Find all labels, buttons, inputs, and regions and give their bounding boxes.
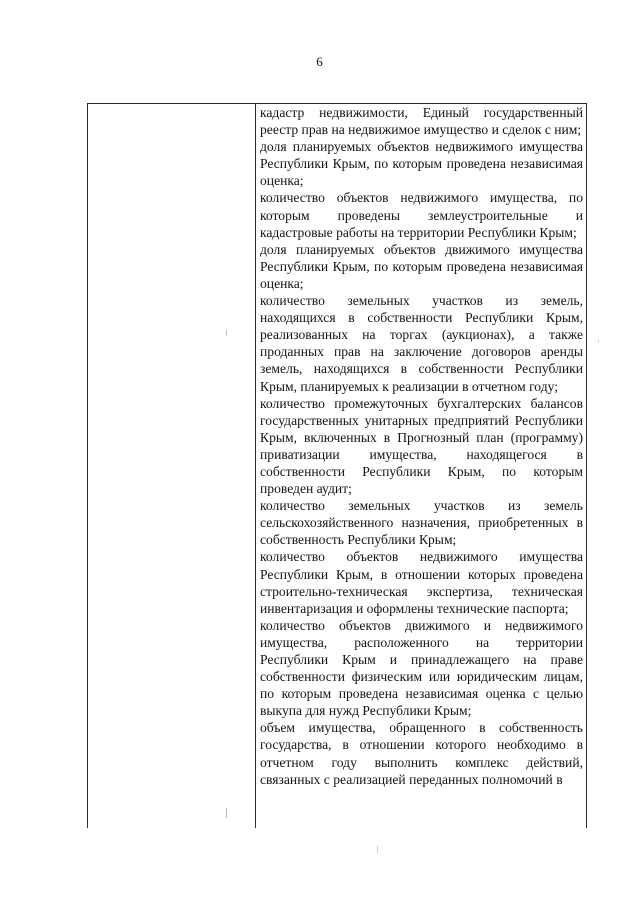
indicator-paragraph: количество земельных участков из земель, находящихся в собственности Республики Крым, реализованных на торгах (аукционах), а также проданных прав на заключение договоров аренды земель, находящихся в собственности Республики Крым, планируемых к реализации в отчетном году; xyxy=(260,293,583,394)
indicator-paragraph: количество промежуточных бухгалтерских балансов государственных унитарных предприятий Республики Крым, включенных в Прогнозный план (программу) приватизации имущества, находящегося в собственности Республики Крым, по которым проведен аудит; xyxy=(260,395,583,497)
indicator-paragraph: количество земельных участков из земель сельскохозяйственного назначения, приобретенных в собственность Республики Крым; xyxy=(260,498,583,548)
column-divider xyxy=(255,104,256,828)
indicator-paragraph: кадастр недвижимости, Единый государственный реестр прав на недвижимое имущество и сделок с ним; xyxy=(260,105,583,138)
document-table xyxy=(87,103,587,828)
indicator-paragraph: количество объектов движимого и недвижимого имущества, расположенного на территории Республики Крым и принадлежащего на праве собственности физическим или юридическим лицам, по которым проведена независимая оценка с целью выкупа для нужд Республики Крым; xyxy=(260,617,583,719)
indicator-paragraph: доля планируемых объектов недвижимого имущества Республики Крым, по которым проведена независимая оценка; xyxy=(260,139,583,189)
indicator-paragraph: количество объектов недвижимого имущества Республики Крым, в отношении которых проведена строительно-техническая экспертиза, техническая инвентаризация и оформлены технические паспорта; xyxy=(260,549,583,616)
scan-artifact xyxy=(226,330,227,336)
indicator-paragraph: доля планируемых объектов движимого имущества Республики Крым, по которым проведена независимая оценка; xyxy=(260,241,583,291)
scan-artifact xyxy=(226,808,227,818)
table-left-cell xyxy=(88,104,255,828)
indicator-paragraph: количество объектов недвижимого имущества, по которым проведены землеустроительные и кадастровые работы на территории Республики Крым; xyxy=(260,190,583,240)
table-right-cell xyxy=(260,104,583,828)
indicator-paragraph: объем имущества, обращенного в собственность государства, в отношении которого необходимо в отчетном году выполнить комплекс действий, связанных с реализацией переданных полномочий в xyxy=(260,720,583,787)
scan-artifact xyxy=(598,340,599,343)
scan-artifact xyxy=(377,846,378,853)
page-number: 6 xyxy=(316,54,323,69)
